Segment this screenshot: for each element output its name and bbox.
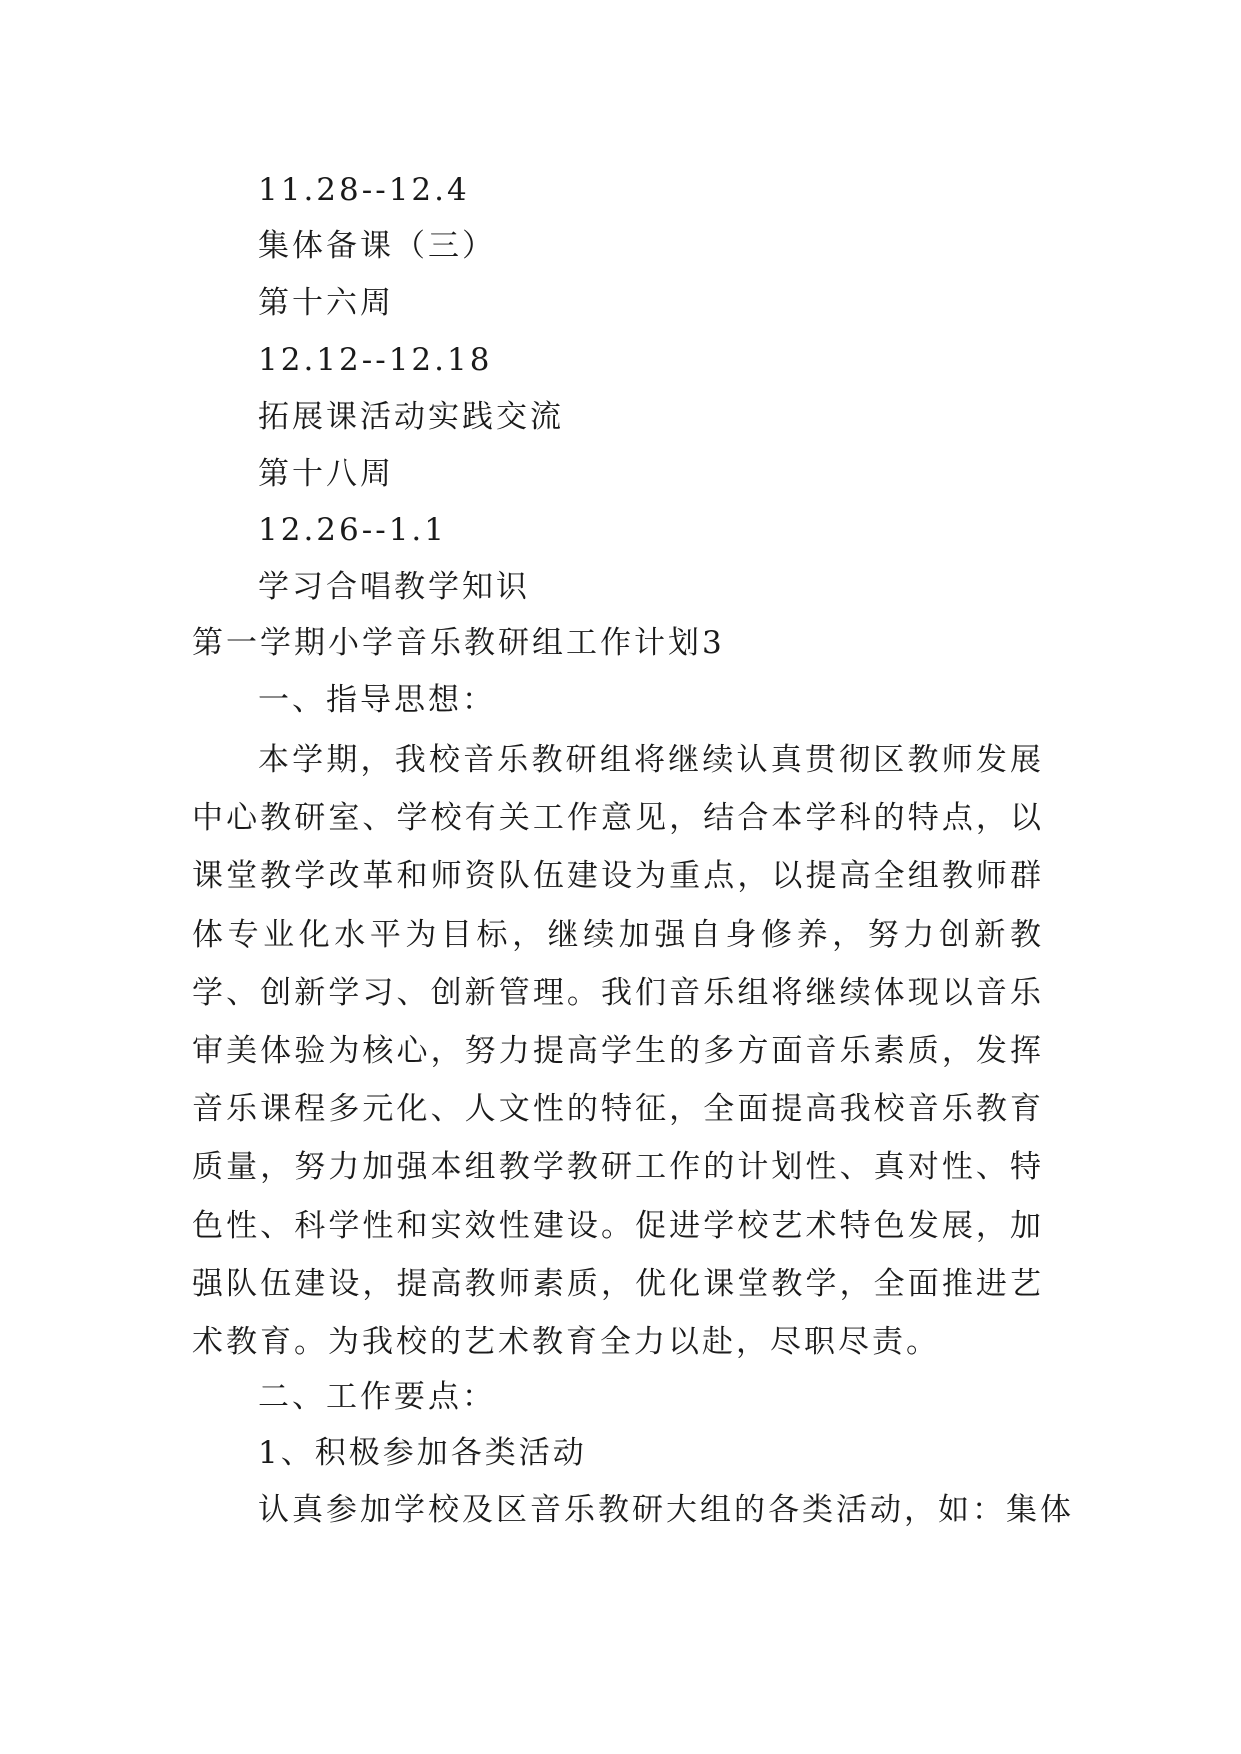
schedule-week: 第十八周 (258, 456, 394, 492)
body-paragraph: 本学期，我校音乐教研组将继续认真贯彻区教师发展中心教研室、学校有关工作意见，结合本学科的特点，以课堂教学改革和师资队伍建设为重点，以提高全组教师群体专业化水平为目标，继续加强自身修养，努力创新教学、创新学习、创新管理。我们音乐组将继续体现以音乐审美体验为核心，努力提高学生的多方面音乐素质，发挥音乐课程多元化、人文性的特征，全面提高我校音乐教育质量，努力加强本组教学教研工作的计划性、真对性、特色性、科学性和实效性建设。促进学校艺术特色发展，加强队伍建设，提高教师素质，优化课堂教学，全面推进艺术教育。为我校的艺术教育全力以赴，尽职尽责。 (192, 742, 1044, 1361)
document-title: 第一学期小学音乐教研组工作计划3 (192, 625, 725, 661)
body-paragraph: 认真参加学校及区音乐教研大组的各类活动，如：集体 (258, 1492, 1074, 1528)
schedule-activity: 集体备课（三） (258, 228, 496, 264)
schedule-activity: 拓展课活动实践交流 (258, 399, 564, 435)
schedule-dates: 12.12--12.18 (258, 342, 493, 378)
section-heading: 一、指导思想： (258, 682, 496, 718)
subsection-heading: 1、积极参加各类活动 (258, 1435, 587, 1471)
section-heading: 二、工作要点： (258, 1379, 496, 1415)
schedule-dates: 11.28--12.4 (258, 172, 470, 208)
schedule-activity: 学习合唱教学知识 (258, 569, 530, 605)
schedule-dates: 12.26--1.1 (258, 512, 447, 548)
schedule-week: 第十六周 (258, 285, 394, 321)
